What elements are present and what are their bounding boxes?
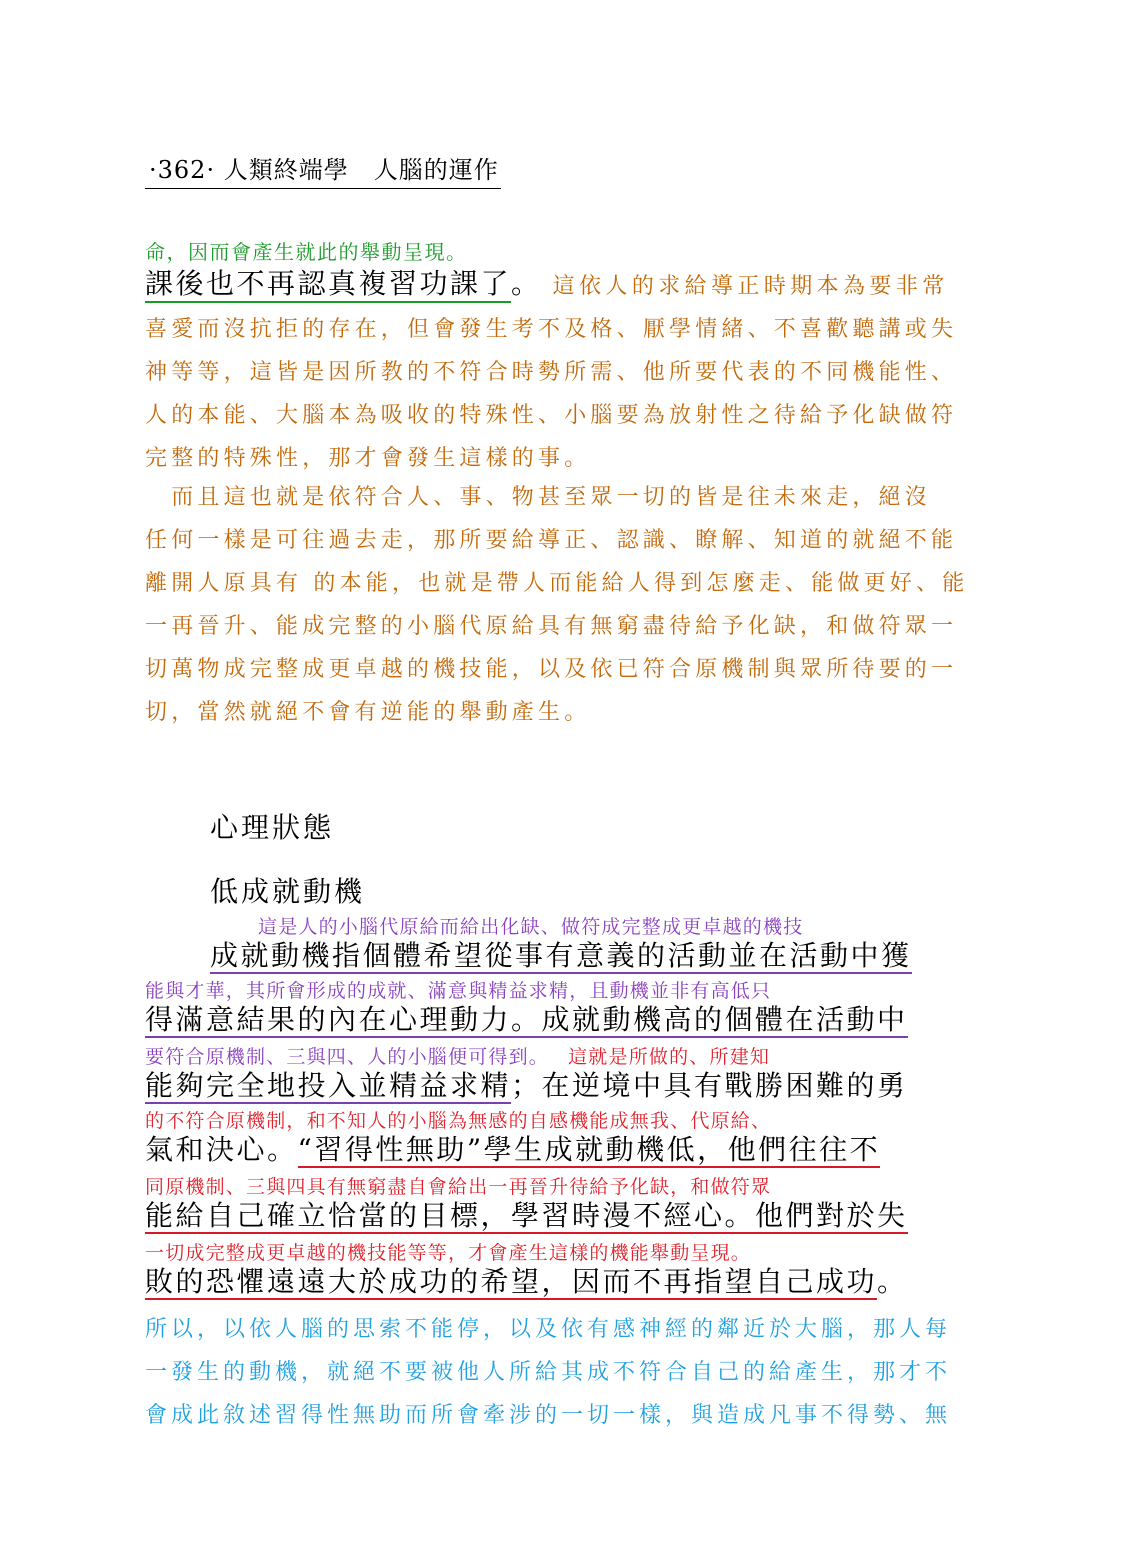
main-text-line [145, 1064, 908, 1104]
text-line: 完整的特殊性，那才會發生這樣的事。 [145, 446, 591, 471]
text-line: 一發生的動機，就絕不要被他人所給其成不符合自己的給產生，那才不 [145, 1360, 952, 1385]
main-text-line [210, 934, 912, 974]
main-text-tail: 。 [511, 267, 542, 300]
underlined-main-text: 得滿意結果的內在心理動力。成就動機高的個體在活動中 [145, 1003, 908, 1036]
purple-annotation: 要符合原機制、三與四、人的小腦便可得到。 [145, 1046, 550, 1068]
section-subtitle: 低成就動機 [210, 875, 366, 908]
text-line: 會成此敘述習得性無助而所會牽涉的一切一樣，與造成凡事不得勢、無 [145, 1403, 952, 1428]
text-line: 人的本能、大腦本為吸收的特殊性、小腦要為放射性之待給予化缺做符 [145, 403, 958, 428]
text-line: 而且這也就是依符合人、事、物甚至眾一切的皆是往未來走，絕沒 [145, 485, 932, 510]
red-annotation: 的不符合原機制，和不知人的小腦為無感的自感機能成無我、代原給、 [145, 1110, 772, 1132]
blue-paragraph [145, 1312, 985, 1442]
text-line: 神等等，這皆是因所教的不符合時勢所需、他所要代表的不同機能性、 [145, 360, 958, 385]
intro-first-line [145, 262, 949, 302]
underlined-main-text: “習得性無助”學生成就動機低，他們往往不 [297, 1133, 881, 1166]
underlined-main-text: 成就動機指個體希望從事有意義的活動並在活動中獲 [210, 939, 912, 972]
green-annotation: 命，因而會產生就此的舉動呈現。 [145, 240, 468, 264]
text-line: 一再晉升、能成完整的小腦代原給具有無窮盡待給予化缺，和做符眾一 [145, 614, 958, 639]
underlined-main-text: 能給自己確立恰當的目標，學習時漫不經心。他們對於失 [145, 1199, 908, 1232]
text-line: 切萬物成完整成更卓越的機技能，以及依已符合原機制與眾所待要的一 [145, 657, 958, 682]
orange-comment-block [145, 312, 985, 472]
main-text-line [145, 1194, 908, 1234]
main-text-line [145, 998, 908, 1038]
text-line: 離開人原具有 的本能，也就是帶人而能給人得到怎麼走、能做更好、能 [145, 571, 969, 596]
red-annotation: 這就是所做的、所建知 [568, 1046, 771, 1068]
section-title: 心理狀態 [210, 811, 335, 844]
text-line: 切，當然就絕不會有逆能的舉動產生。 [145, 700, 591, 725]
main-text-line [145, 1260, 908, 1300]
text-line: 所以，以依人腦的思索不能停，以及依有感神經的鄰近於大腦，那人每 [145, 1317, 952, 1342]
main-text-head: 氣和決心。 [145, 1133, 298, 1166]
text-line: 任何一樣是可往過去走，那所要給導正、認識、瞭解、知道的就絕不能 [145, 528, 958, 553]
underlined-main-text: 能夠完全地投入並精益求精 [145, 1069, 512, 1102]
page-header: ·362· 人類終端學 人腦的運作 [145, 150, 501, 189]
text-line: 喜愛而沒抗拒的存在，但會發生考不及格、厭學情緒、不喜歡聽講或失 [145, 317, 958, 342]
purple-annotation: 這是人的小腦代原給而給出化缺、做符成完整成更卓越的機技 [258, 916, 804, 938]
orange-comment-start: 這依人的求給導正時期本為要非常 [552, 274, 949, 299]
red-annotation: 同原機制、三與四具有無窮盡自會給出一再晉升待給予化缺，和做符眾 [145, 1176, 772, 1198]
main-text-tail: 。 [877, 1265, 908, 1298]
main-text-tail: ；在逆境中具有戰勝困難的勇 [511, 1069, 908, 1102]
underlined-main-text: 課後也不再認真複習功課了 [145, 267, 511, 303]
underlined-main-text: 敗的恐懼遠遠大於成功的希望，因而不再指望自己成功 [145, 1265, 878, 1298]
orange-paragraph [145, 480, 985, 725]
main-text-line [145, 1128, 880, 1168]
purple-annotation: 能與才華，其所會形成的成就、滿意與精益求精，且動機並非有高低只 [145, 980, 772, 1002]
red-annotation: 一切成完整成更卓越的機技能等等，才會產生這樣的機能舉動呈現。 [145, 1242, 752, 1264]
